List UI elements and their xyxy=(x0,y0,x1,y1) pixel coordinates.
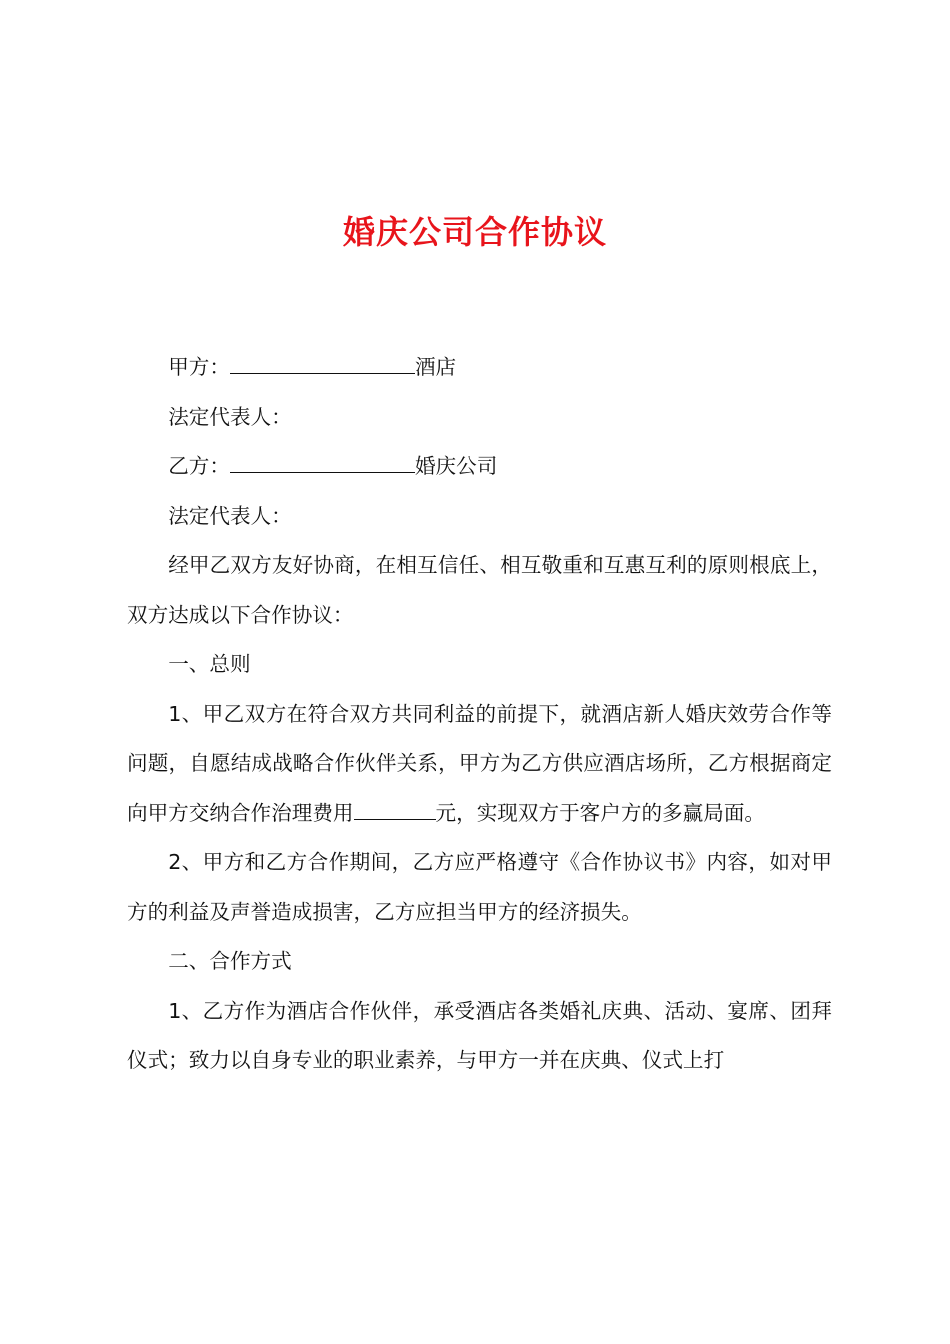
party-b-line xyxy=(127,442,832,492)
party-b-label: 乙方： xyxy=(168,454,230,478)
party-b-suffix: 婚庆公司 xyxy=(414,454,498,478)
party-b-blank xyxy=(230,454,415,473)
party-a-line xyxy=(127,343,832,393)
party-a-label: 甲方： xyxy=(168,355,230,379)
section-2-heading: 二、合作方式 xyxy=(168,949,292,973)
fee-blank xyxy=(354,801,436,820)
clause-1-1 xyxy=(127,690,832,839)
document-body xyxy=(127,343,832,1086)
clause-1-1-text-before: 1、甲乙双方在符合双方共同利益的前提下，就酒店新人婚庆效劳合作等问题，自愿结成战略合作伙伴关系，甲方为乙方供应酒店场所，乙方根据商定向甲方交纳合作治理费用 xyxy=(127,701,832,825)
clause-1-1-text-after: 元，实现双方于客户方的多赢局面。 xyxy=(435,800,766,825)
party-a-rep: 法定代表人： xyxy=(168,404,292,429)
clause-1-2: 2、甲方和乙方合作期间，乙方应严格遵守《合作协议书》内容，如对甲方的利益及声誉造成损害，乙方应担当甲方的经济损失。 xyxy=(127,850,832,924)
clause-2-1: 1、乙方作为酒店合作伙伴，承受酒店各类婚礼庆典、活动、宴席、团拜仪式；致力以自身专业的职业素养，与甲方一并在庆典、仪式上打 xyxy=(127,998,832,1072)
party-a-suffix: 酒店 xyxy=(414,355,457,379)
party-a-blank xyxy=(230,355,415,374)
intro-paragraph: 经甲乙双方友好协商，在相互信任、相互敬重和互惠互利的原则根底上，双方达成以下合作协议： xyxy=(127,553,832,627)
document-title: 婚庆公司合作协议 xyxy=(342,213,607,251)
party-b-rep: 法定代表人： xyxy=(168,503,292,528)
section-1-heading: 一、总则 xyxy=(168,652,251,676)
